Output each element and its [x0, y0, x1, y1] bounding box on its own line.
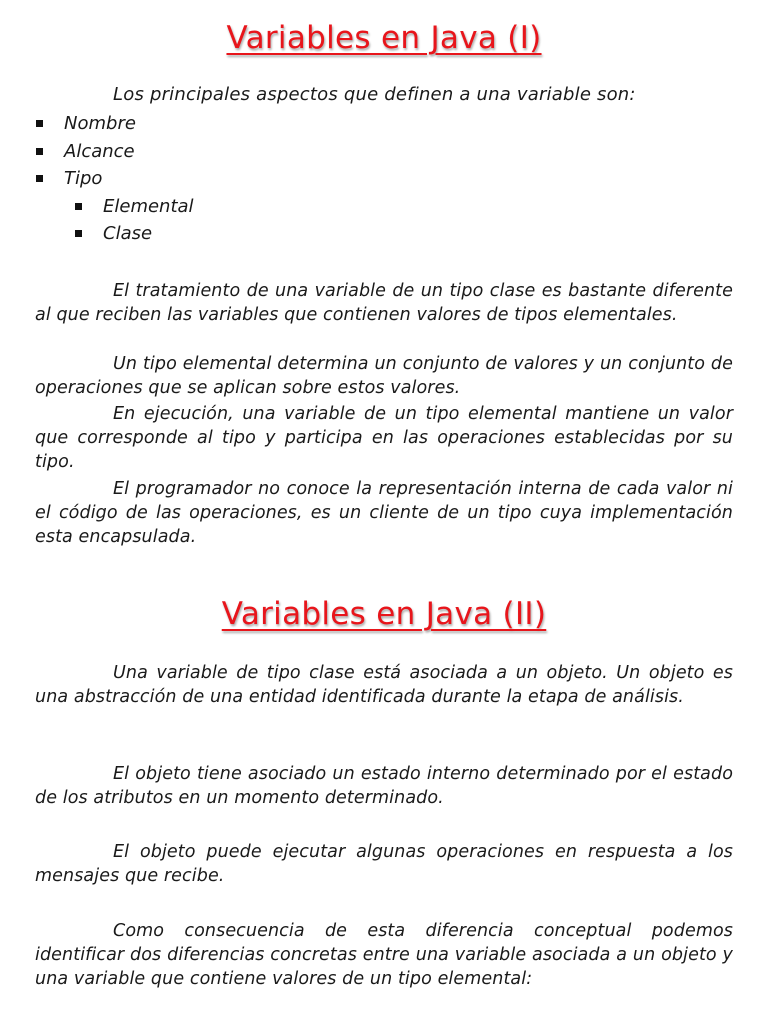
- list-item-label: Nombre: [64, 113, 136, 134]
- bullet-square-icon: [75, 230, 82, 237]
- list-item-tipo: [0, 165, 194, 193]
- section-1-paragraph: En ejecución, una variable de un tipo elemental mantiene un valor que corresponde al tipo y participa en las operaciones establecidas por su tipo.: [35, 404, 733, 472]
- list-item-label: Elemental: [103, 195, 194, 217]
- list-item-label: Tipo: [64, 168, 103, 189]
- section-1-paragraph: Un tipo elemental determina un conjunto de valores y un conjunto de operaciones que se aplican sobre estos valores.: [35, 354, 733, 398]
- section-1-paragraph: El tratamiento de una variable de un tipo clase es bastante diferente al que reciben las variables que contienen valores de tipos elementales.: [35, 281, 733, 325]
- section-2-paragraph: Como consecuencia de esta diferencia conceptual podemos identificar dos diferencias concretas entre una variable asociada a un objeto y una variable que contiene valores de un tipo elemental:: [35, 921, 733, 989]
- list-item-label: Clase: [103, 223, 153, 244]
- bullet-square-icon: [75, 203, 82, 210]
- list-item-alcance: [0, 138, 194, 166]
- aspects-list: [0, 110, 194, 248]
- list-item-elemental: [0, 193, 194, 221]
- section-2-title: Variables en Java (II): [221, 596, 547, 632]
- section-1-title: Variables en Java (I): [226, 20, 542, 56]
- section-2-paragraph: El objeto puede ejecutar algunas operaciones en respuesta a los mensajes que recibe.: [35, 842, 733, 886]
- section-2-paragraph: Una variable de tipo clase está asociada a un objeto. Un objeto es una abstracción de una entidad identificada durante la etapa de análisis.: [35, 663, 733, 707]
- list-item-clase: [0, 220, 194, 248]
- bullet-square-icon: [36, 148, 43, 155]
- bullet-square-icon: [36, 175, 43, 182]
- section-1-paragraph: El programador no conoce la representación interna de cada valor ni el código de las operaciones, es un cliente de un tipo cuya implementación esta encapsulada.: [35, 479, 733, 547]
- list-item-label: Alcance: [64, 140, 135, 162]
- section-1-intro: Los principales aspectos que definen a una variable son:: [113, 84, 636, 105]
- section-2-paragraph: El objeto tiene asociado un estado interno determinado por el estado de los atributos en un momento determinado.: [35, 764, 733, 808]
- list-item-nombre: [0, 110, 194, 138]
- bullet-square-icon: [36, 120, 43, 127]
